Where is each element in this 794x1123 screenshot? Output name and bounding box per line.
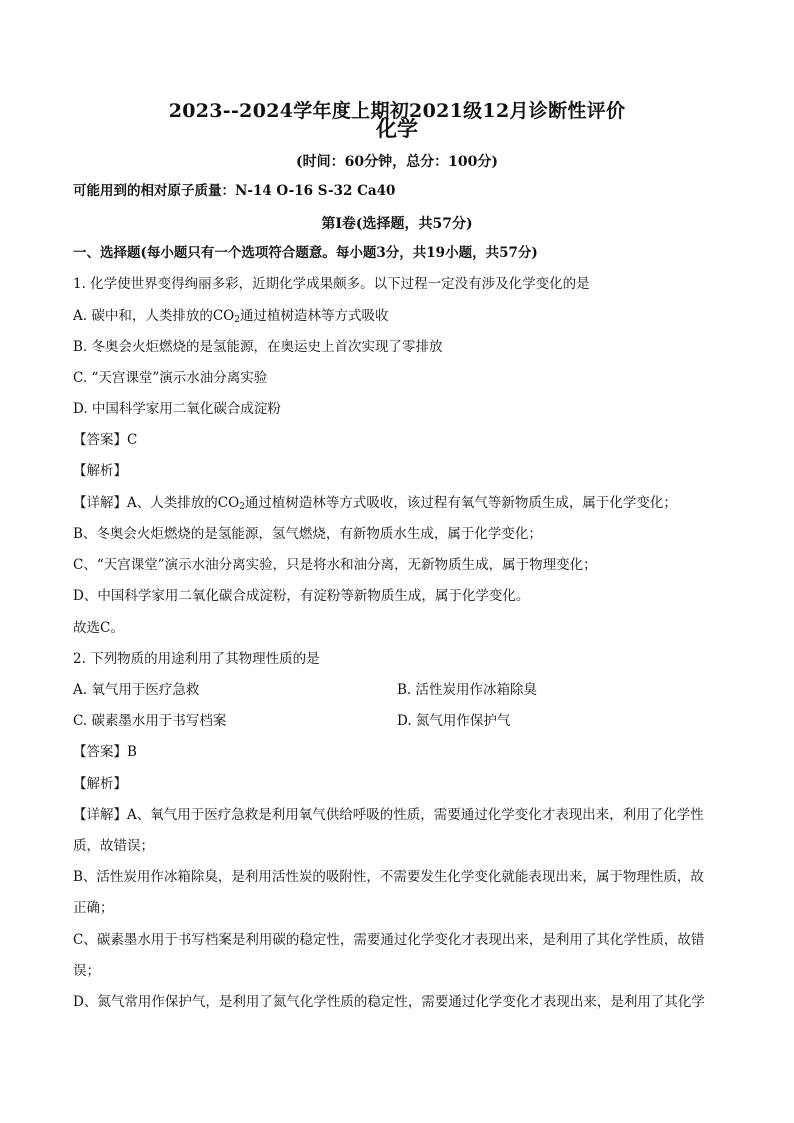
q1-option-c: C. “天宫课堂”演示水油分离实验 [73, 370, 268, 386]
q2-detail-b-line2: 正确； [73, 900, 114, 916]
q1-conclusion: 故选C。 [73, 620, 124, 636]
q1-analysis-label: 【解析】 [73, 463, 127, 479]
q2-option-c: C. 碳素墨水用于书写档案 [73, 713, 227, 729]
q1-option-d: D. 中国科学家用二氧化碳合成淀粉 [73, 401, 281, 417]
q2-detail-b-line1: B、活性炭用作冰箱除臭，是利用活性炭的吸附性，不需要发生化学变化就能表现出来，属于物理性质，故 [73, 869, 704, 885]
q2-analysis-label: 【解析】 [73, 776, 127, 792]
q2-detail-c-line1: C、碳素墨水用于书写档案是利用碳的稳定性，需要通过化学变化才表现出来，是利用了其化学性质，故错 [73, 932, 705, 948]
q2-option-a: A. 氧气用于医疗急救 [73, 682, 200, 698]
q2-detail-c-line2: 误； [73, 963, 100, 979]
q2-answer: 【答案】B [73, 744, 137, 760]
q1-detail-c: C、“天宫课堂”演示水油分离实验，只是将水和油分离，无新物质生成，属于物理变化； [73, 557, 597, 573]
q2-option-d: D. 氮气用作保护气 [397, 713, 511, 729]
volume-heading: 第Ⅰ卷(选择题，共57分) [321, 216, 473, 232]
subject-title: 化学 [376, 116, 418, 141]
atomic-mass-note: 可能用到的相对原子质量：N-14 O-16 S-32 Ca40 [73, 183, 396, 199]
q2-detail-a-line2: 质，故错误； [73, 838, 154, 854]
exam-title: 2023--2024学年度上期初2021级12月诊断性评价 [168, 100, 626, 122]
q2-detail-a-line1: 【详解】A、氧气用于医疗急救是利用氧气供给呼吸的性质，需要通过化学变化才表现出来，利用了化学性 [73, 807, 704, 823]
q1-answer: 【答案】C [73, 432, 138, 448]
time-score-note: (时间：60分钟，总分：100分) [296, 154, 498, 170]
q1-detail-b: B、冬奥会火炬燃烧的是氢能源，氢气燃烧，有新物质水生成，属于化学变化； [73, 526, 542, 542]
q1-option-b: B. 冬奥会火炬燃烧的是氢能源，在奥运史上首次实现了零排放 [73, 339, 443, 355]
section-heading: 一、选择题(每小题只有一个选项符合题意。每小题3分，共19小题，共57分) [73, 245, 538, 261]
q2-detail-d-line1: D、氮气常用作保护气，是利用了氮气化学性质的稳定性，需要通过化学变化才表现出来，是利用了其化学 [73, 994, 705, 1010]
q2-option-b: B. 活性炭用作冰箱除臭 [397, 682, 538, 698]
q1-stem: 1. 化学使世界变得绚丽多彩，近期化学成果颇多。以下过程一定没有涉及化学变化的是 [73, 276, 590, 292]
q1-option-a: A. 碳中和，人类排放的$CO_2$通过植树造林等方式吸收 [73, 308, 389, 325]
q2-stem: 2. 下列物质的用途利用了其物理性质的是 [73, 651, 320, 667]
q1-detail-d: D、中国科学家用二氧化碳合成淀粉，有淀粉等新物质生成，属于化学变化。 [73, 588, 530, 604]
q1-detail-a: 【详解】A、人类排放的$CO_2$通过植树造林等方式吸收，该过程有氧气等新物质生成，属于化学变化； [73, 495, 677, 512]
